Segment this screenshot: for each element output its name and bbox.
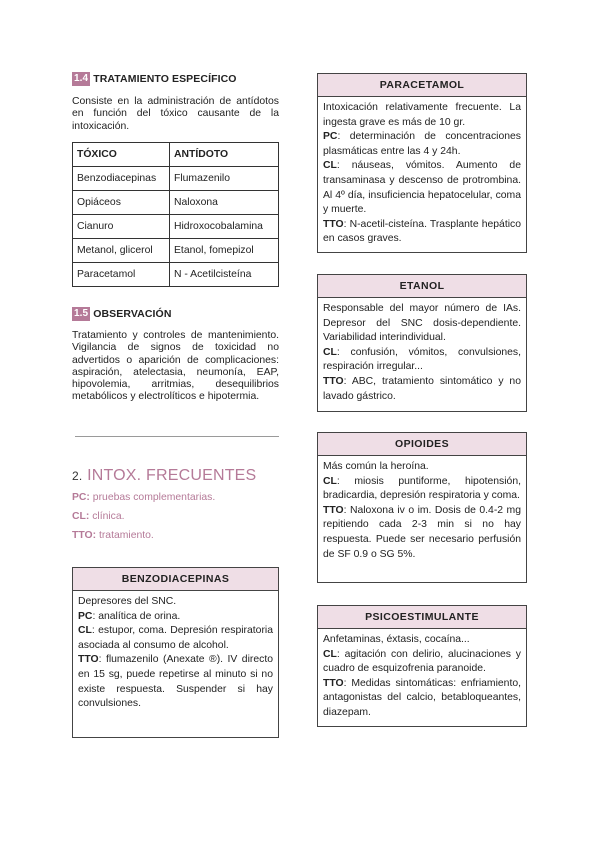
table-cell: N - Acetilcisteína: [170, 263, 279, 287]
tto-key: TTO: [323, 677, 344, 689]
table-cell: Cianuro: [73, 215, 170, 239]
table-cell: Metanol, glicerol: [73, 239, 170, 263]
section-title: TRATAMIENTO ESPECÍFICO: [93, 73, 237, 85]
legend-key: PC:: [72, 492, 90, 503]
pc-text: : determinación de concentraciones plasmáticas entre las 4 y 24h.: [323, 131, 521, 157]
card-tto: [323, 677, 521, 721]
card-title: PARACETAMOL: [318, 74, 526, 97]
card-intro: Depresores del SNC.: [78, 596, 177, 607]
legend-item: [72, 530, 154, 541]
card-body: [73, 591, 278, 717]
card-title: PSICOESTIMULANTE: [318, 606, 526, 629]
cl-key: CL: [323, 160, 337, 172]
card-cl: [78, 624, 273, 653]
table-header-row: [73, 143, 279, 167]
tto-text: : Naloxona iv o im. Dosis de 0.4-2 mg repitiendo cada 2-3 min si no hay respuesta. Puede ser necesario perfusión de SF 0.9 o SG 5%.: [323, 504, 521, 560]
pc-key: PC: [323, 131, 338, 143]
table-row: [73, 191, 279, 215]
legend-key: CL:: [72, 511, 90, 522]
card-opioides: [317, 432, 527, 583]
cl-text: : confusión, vómitos, convulsiones, respiración irregular...: [323, 346, 521, 373]
card-cl: [323, 648, 521, 677]
card-pc: [323, 130, 521, 159]
card-intro: Anfetaminas, éxtasis, cocaína...: [323, 634, 470, 645]
table-header-antidote: ANTÍDOTO: [170, 143, 279, 167]
pc-key: PC: [78, 610, 93, 622]
table-cell: Hidroxocobalamina: [170, 215, 279, 239]
card-body: [318, 97, 526, 252]
card-tto: [78, 653, 273, 711]
card-intro: Responsable del mayor número de IAs. Depresor del SNC dosis-dependiente. Variabilidad interindividual.: [323, 303, 521, 344]
cl-key: CL: [323, 346, 337, 358]
tto-key: TTO: [323, 504, 344, 516]
tto-key: TTO: [323, 375, 344, 387]
legend-text: clínica.: [92, 511, 125, 522]
table-cell: Paracetamol: [73, 263, 170, 287]
table-row: [73, 263, 279, 287]
section-2-heading: [72, 467, 256, 485]
legend-item: [72, 511, 125, 522]
pc-text: : analítica de orina.: [92, 610, 181, 622]
legend-item: [72, 492, 215, 503]
legend-text: tratamiento.: [98, 530, 154, 541]
card-cl: [323, 159, 521, 217]
card-etanol: [317, 274, 527, 412]
table-cell: Naloxona: [170, 191, 279, 215]
antidote-table: [72, 142, 279, 287]
cl-text: : miosis puntiforme, hipotensión, bradicardia, depresión respiratoria y coma.: [323, 475, 521, 502]
section-1-4-heading: [72, 72, 237, 86]
card-cl: [323, 475, 521, 504]
table-cell: Flumazenilo: [170, 167, 279, 191]
legend-key: TTO:: [72, 530, 97, 541]
legend-text: pruebas complementarias.: [92, 492, 216, 503]
card-title: ETANOL: [318, 275, 526, 298]
cl-text: : agitación con delirio, alucinaciones y cuadro de esquizofrenia paranoide.: [323, 648, 521, 675]
card-title: OPIOIDES: [318, 433, 526, 456]
table-header-toxic: TÓXICO: [73, 143, 170, 167]
tto-key: TTO: [78, 654, 99, 666]
card-title: BENZODIACEPINAS: [73, 568, 278, 591]
card-body: [318, 629, 526, 726]
card-paracetamol: [317, 73, 527, 253]
table-row: [73, 215, 279, 239]
card-benzodiacepinas: [72, 567, 279, 738]
card-psicoestimulante: [317, 605, 527, 727]
card-tto: [323, 504, 521, 562]
section-title: OBSERVACIÓN: [93, 308, 172, 320]
table-row: [73, 239, 279, 263]
section-1-5-heading: [72, 307, 172, 321]
cl-key: CL: [323, 475, 337, 487]
tto-key: TTO: [323, 218, 344, 230]
card-cl: [323, 346, 521, 375]
table-cell: Etanol, fomepizol: [170, 239, 279, 263]
card-pc: [78, 610, 273, 625]
table-row: [73, 167, 279, 191]
cl-key: CL: [323, 648, 337, 660]
section-divider: [75, 436, 279, 437]
tto-text: : Medidas sintomáticas: enfriamiento, antagonistas del calcio, betabloqueantes, diazepam.: [323, 677, 521, 718]
tto-text: : ABC, tratamiento sintomático y no lavado gástrico.: [323, 375, 521, 402]
section-number-badge: 1.5: [74, 308, 89, 319]
card-intro: Intoxicación relativamente frecuente. La ingesta grave es más de 10 gr.: [323, 102, 521, 128]
card-body: [318, 298, 526, 409]
section-title: INTOX. FRECUENTES: [87, 467, 257, 484]
card-tto: [323, 218, 521, 247]
table-cell: Benzodiacepinas: [73, 167, 170, 191]
card-body: [318, 456, 526, 567]
cl-text: : náuseas, vómitos. Aumento de transaminasa y descenso de protrombina. Al 4º día, insuficiencia hepatocelular, coma y muerte.: [323, 160, 521, 216]
section-1-5-text: Tratamiento y controles de mantenimiento. Vigilancia de signos de toxicidad no advertidos o aparición de complicaciones: aspiración, atelectasia, neumonía, EAP, hipovolemia, arritmias, desequilibrios metabólicos y electrolíticos e hipotermia.: [72, 330, 279, 403]
card-intro: Más común la heroína.: [323, 461, 429, 472]
table-cell: Opiáceos: [73, 191, 170, 215]
section-number-badge: 1.4: [74, 73, 89, 84]
section-1-4-text: Consiste en la administración de antídotos en función del tóxico causante de la intoxicación.: [72, 96, 279, 132]
cl-key: CL: [78, 625, 92, 637]
tto-text: : flumazenilo (Anexate ®). IV directo en 15 sg, puede repetirse al minuto si no existe respuesta. Suspender si hay convulsiones.: [78, 654, 273, 710]
section-number: 2.: [72, 469, 83, 483]
card-tto: [323, 375, 521, 404]
cl-text: : estupor, coma. Depresión respiratoria asociada al consumo de alcohol.: [78, 625, 273, 651]
tto-text: : N-acetil-cisteína. Trasplante hepático en casos graves.: [323, 218, 521, 245]
